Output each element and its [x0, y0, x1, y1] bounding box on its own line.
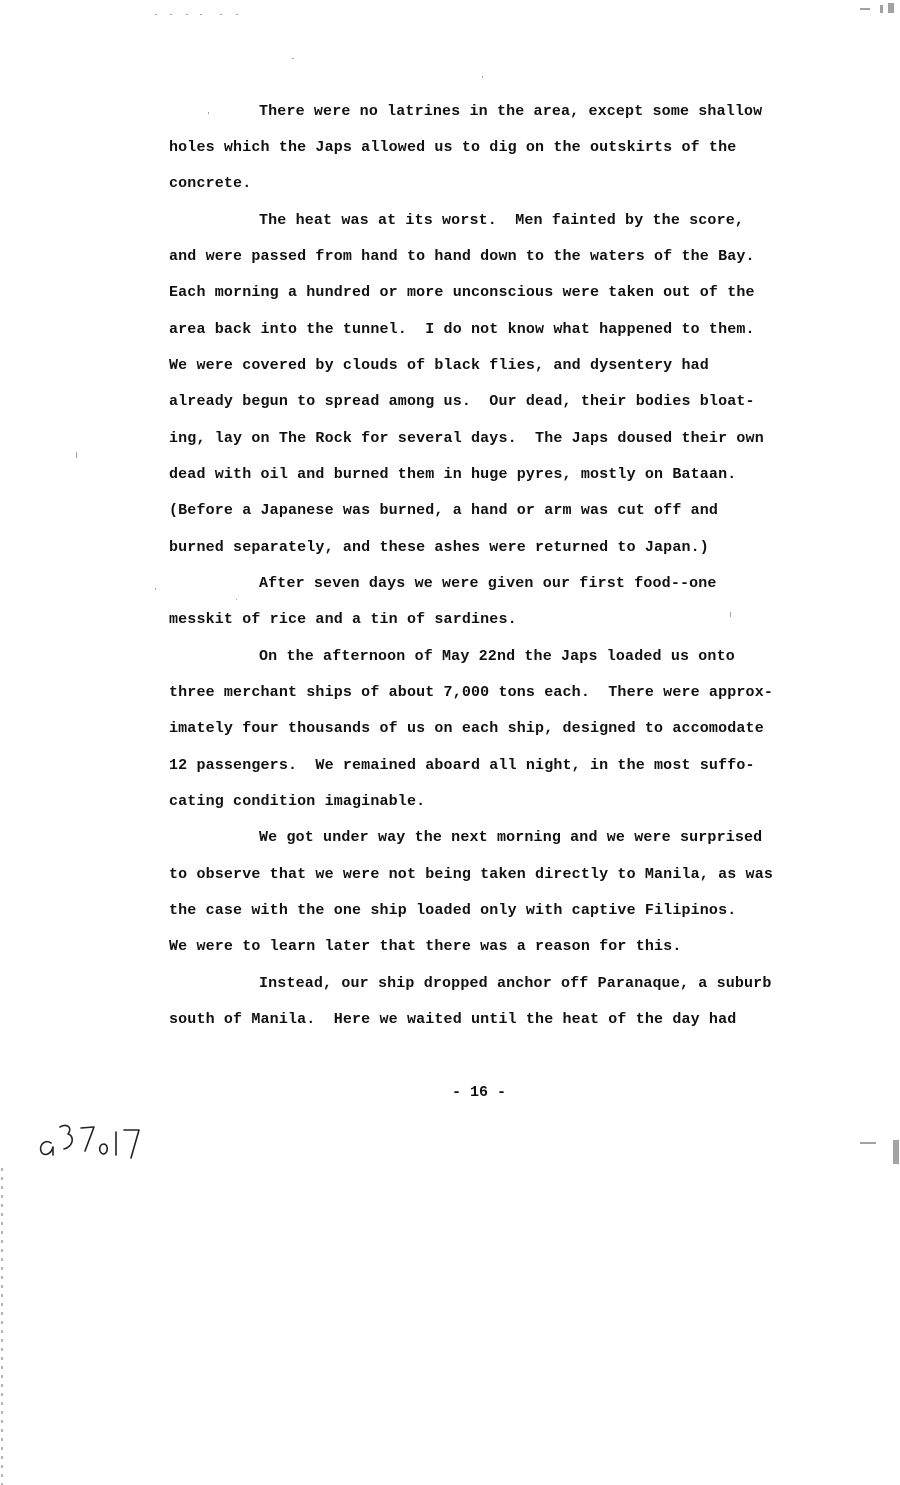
text-line: There were no latrines in the area, except some shallow [259, 103, 763, 120]
text-line: burned separately, and these ashes were returned to Japan.) [169, 539, 709, 556]
text-line: We were to learn later that there was a reason for this. [169, 938, 682, 955]
text-line: On the afternoon of May 22nd the Japs loaded us onto [259, 648, 735, 665]
text-line: the case with the one ship loaded only with captive Filipinos. [169, 902, 737, 919]
text-line: Each morning a hundred or more unconscious were taken out of the [169, 284, 755, 301]
text-line: After seven days we were given our first food--one [259, 575, 717, 592]
text-line: The heat was at its worst. Men fainted by the score, [259, 212, 745, 229]
handwritten-archive-number [38, 1118, 148, 1162]
text-line: concrete. [169, 175, 252, 192]
text-line: holes which the Japs allowed us to dig on the outskirts of the [169, 139, 737, 156]
text-line: already begun to spread among us. Our dead, their bodies bloat- [169, 393, 755, 410]
text-line: imately four thousands of us on each ship, designed to accomodate [169, 720, 764, 737]
text-line: area back into the tunnel. I do not know what happened to them. [169, 321, 755, 338]
text-line: to observe that we were not being taken directly to Manila, as was [169, 866, 773, 883]
text-line: cating condition imaginable. [169, 793, 426, 810]
text-line: We got under way the next morning and we were surprised [259, 829, 763, 846]
text-line: south of Manila. Here we waited until the heat of the day had [169, 1011, 737, 1028]
text-line: 12 passengers. We remained aboard all night, in the most suffo- [169, 757, 755, 774]
text-line: We were covered by clouds of black flies, and dysentery had [169, 357, 709, 374]
text-line: dead with oil and burned them in huge pyres, mostly on Bataan. [169, 466, 737, 483]
page-number: - 16 - [452, 1084, 507, 1101]
text-line: (Before a Japanese was burned, a hand or arm was cut off and [169, 502, 719, 519]
text-line: three merchant ships of about 7,000 tons each. There were approx- [169, 684, 773, 701]
text-line: messkit of rice and a tin of sardines. [169, 611, 517, 628]
text-line: Instead, our ship dropped anchor off Paranaque, a suburb [259, 975, 772, 992]
text-line: ing, lay on The Rock for several days. The Japs doused their own [169, 430, 764, 447]
text-line: and were passed from hand to hand down to the waters of the Bay. [169, 248, 755, 265]
